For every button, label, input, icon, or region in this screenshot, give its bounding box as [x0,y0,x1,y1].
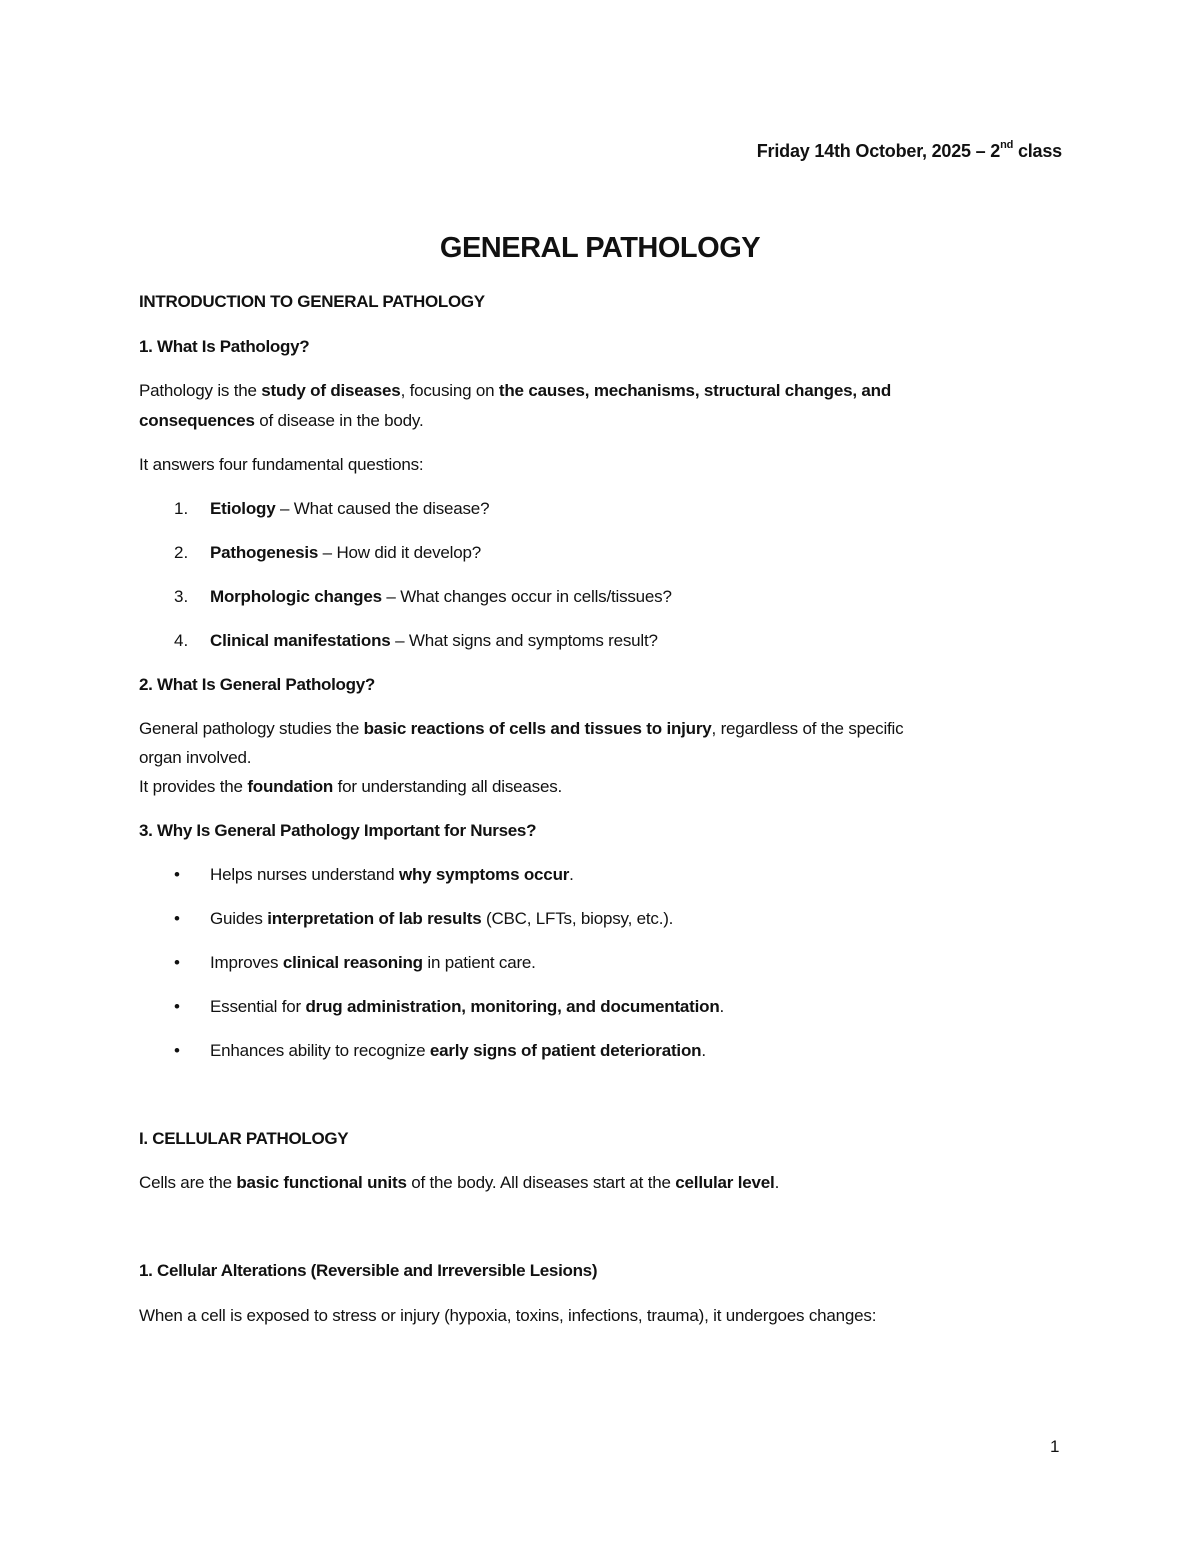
bold-text: study of diseases [261,381,401,400]
cellular-alterations-para: When a cell is exposed to stress or injury (hypoxia, toxins, infections, trauma), it undergoes changes: [139,1306,877,1325]
term: Morphologic changes [210,587,382,606]
date-text: Friday 14th October, 2025 – 2 [756,141,1001,161]
desc: – How did it develop? [318,543,482,562]
list-item [210,499,489,519]
section2-line2: organ involved. [139,748,252,767]
text: for understanding all diseases. [333,777,563,796]
term: Clinical manifestations [210,631,391,650]
text: Cells are the [139,1173,237,1192]
text: . [701,1041,706,1060]
list-number: 1. [174,499,189,518]
section1-para-line1 [139,381,891,401]
text: Essential for [210,997,306,1016]
section2-line1 [139,719,903,739]
list-number: 4. [174,631,189,650]
section1-heading: 1. What Is Pathology? [139,337,310,356]
text: Pathology is the [139,381,262,400]
term: Etiology [210,499,276,518]
text: in patient care. [422,953,536,972]
bold-text: foundation [247,777,334,796]
list-item [210,631,658,651]
list-item [210,587,672,607]
date-tail: class [1013,141,1062,161]
text: (CBC, LFTs, biopsy, etc.). [481,909,674,928]
text: of disease in the body. [254,411,424,430]
list-number: 2. [174,543,189,562]
page-number: 1 [1050,1437,1060,1456]
cellular-pathology-heading: I. CELLULAR PATHOLOGY [139,1129,349,1148]
class-date [757,141,1062,162]
cellular-alterations-heading: 1. Cellular Alterations (Reversible and Irreversible Lesions) [139,1261,598,1280]
bullet-item [210,1041,706,1061]
list-number: 3. [174,587,189,606]
bullet-icon: • [174,953,180,972]
bold-text: consequences [139,411,255,430]
bold-text: why symptoms occur [398,865,570,884]
text: . [774,1173,780,1192]
section2-line3 [139,777,562,797]
cellular-intro [139,1173,779,1193]
text: . [719,997,725,1016]
list-item [210,543,481,563]
bold-text: cellular level [675,1173,775,1192]
text: Guides [210,909,268,928]
text: . [569,865,574,884]
text: , focusing on [400,381,499,400]
desc: – What changes occur in cells/tissues? [381,587,672,606]
bullet-icon: • [174,997,180,1016]
bold-text: basic reactions of cells and tissues to injury [363,719,712,738]
bold-text: interpretation of lab results [267,909,482,928]
text: It provides the [139,777,248,796]
bullet-icon: • [174,1041,180,1060]
text: Enhances ability to recognize [210,1041,430,1060]
bullet-item [210,997,724,1017]
text: Helps nurses understand [210,865,399,884]
desc: – What caused the disease? [275,499,490,518]
bullet-item [210,865,574,885]
bullet-icon: • [174,865,180,884]
bold-text: early signs of patient deterioration [429,1041,702,1060]
document-title: GENERAL PATHOLOGY [439,232,761,264]
desc: – What signs and symptoms result? [390,631,658,650]
text: Improves [210,953,283,972]
bold-text: drug administration, monitoring, and documentation [305,997,720,1016]
bullet-item [210,909,673,929]
term: Pathogenesis [210,543,319,562]
bold-text: basic functional units [236,1173,407,1192]
intro-heading: INTRODUCTION TO GENERAL PATHOLOGY [139,292,485,311]
ordinal-suffix: nd [1000,139,1014,151]
bullet-icon: • [174,909,180,928]
section3-heading: 3. Why Is General Pathology Important for Nurses? [139,821,537,840]
bullet-item [210,953,536,973]
bold-text: clinical reasoning [282,953,423,972]
section1-para-line2 [139,411,424,431]
section1-lead: It answers four fundamental questions: [139,455,424,474]
text: General pathology studies the [139,719,364,738]
text: of the body. All diseases start at the [406,1173,676,1192]
section2-heading: 2. What Is General Pathology? [139,675,375,694]
bold-text: the causes, mechanisms, structural changes, and [498,381,892,400]
text: , regardless of the specific [711,719,904,738]
